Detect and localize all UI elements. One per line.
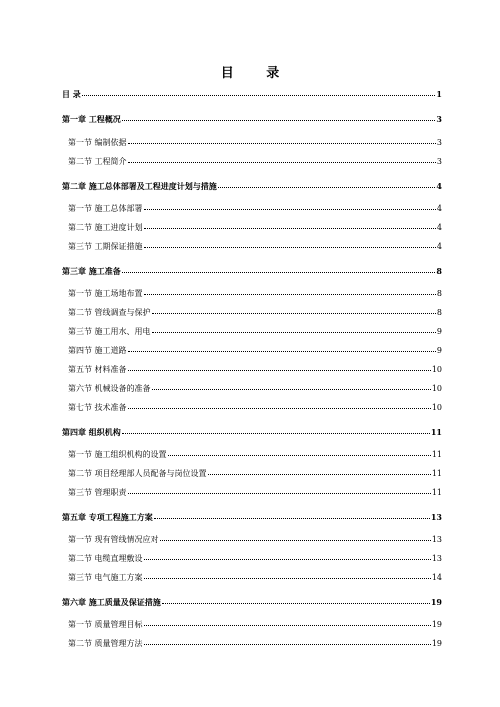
toc-entry-label: 第一节 施工组织机构的设置 bbox=[68, 450, 167, 459]
toc-entry[interactable] bbox=[68, 325, 442, 337]
toc-entry-label: 第二节 电缆直埋敷设 bbox=[68, 554, 143, 563]
toc-entry-page: 13 bbox=[431, 535, 442, 544]
toc-entry-page: 9 bbox=[436, 327, 442, 336]
toc-leader-dots bbox=[128, 485, 431, 494]
toc-leader-dots bbox=[208, 466, 431, 475]
page-title: 目 录 bbox=[220, 66, 294, 81]
toc-entry-page: 3 bbox=[436, 157, 442, 166]
toc-entry[interactable] bbox=[68, 533, 442, 545]
toc-entry-page: 1 bbox=[436, 89, 442, 99]
toc-entry[interactable] bbox=[62, 265, 442, 277]
toc-entry-page: 13 bbox=[431, 554, 442, 563]
toc-entry-page: 11 bbox=[430, 427, 442, 437]
toc-leader-dots bbox=[128, 362, 431, 371]
toc-entry-page: 19 bbox=[431, 620, 442, 629]
toc-entry[interactable] bbox=[68, 344, 442, 356]
toc-entry-page: 8 bbox=[436, 266, 442, 276]
toc-leader-dots bbox=[144, 286, 436, 295]
toc-entry[interactable] bbox=[68, 552, 442, 564]
toc-entry[interactable] bbox=[68, 448, 442, 460]
toc-leader-dots bbox=[144, 239, 436, 248]
toc-entry-page: 13 bbox=[430, 512, 442, 522]
toc-leader-dots bbox=[144, 570, 431, 579]
toc-leader-dots bbox=[128, 154, 436, 163]
toc-entry-label: 第一章 工程概况 bbox=[62, 114, 121, 124]
toc-entry-label: 第五节 材料准备 bbox=[68, 365, 127, 374]
toc-entry-page: 4 bbox=[436, 181, 442, 191]
toc-entry[interactable] bbox=[68, 202, 442, 214]
toc-leader-dots bbox=[162, 595, 430, 604]
toc-entry[interactable] bbox=[68, 571, 442, 583]
toc-entry[interactable] bbox=[62, 113, 442, 125]
toc-leader-dots bbox=[154, 510, 430, 519]
toc-entry-label: 目 录 bbox=[62, 89, 81, 99]
toc-entry-page: 19 bbox=[431, 639, 442, 648]
toc-entry[interactable] bbox=[68, 467, 442, 479]
toc-entry-page: 19 bbox=[430, 597, 442, 607]
toc-entry-page: 8 bbox=[436, 308, 442, 317]
toc-entry[interactable] bbox=[62, 596, 442, 608]
toc-entry-page: 11 bbox=[431, 469, 442, 478]
toc-leader-dots bbox=[168, 447, 431, 456]
toc-leader-dots bbox=[128, 400, 431, 409]
toc-entry-page: 3 bbox=[436, 114, 442, 124]
toc-entry-page: 14 bbox=[431, 573, 442, 582]
toc-entry-label: 第三节 管理职责 bbox=[68, 488, 127, 497]
toc-entry[interactable] bbox=[68, 486, 442, 498]
toc-entry-label: 第三节 电气施工方案 bbox=[68, 573, 143, 582]
toc-entry-label: 第七节 技术准备 bbox=[68, 403, 127, 412]
toc-entry-page: 10 bbox=[431, 403, 442, 412]
toc-entry-page: 4 bbox=[436, 223, 442, 232]
toc-entry-page: 11 bbox=[431, 450, 442, 459]
toc-entry[interactable] bbox=[68, 637, 442, 649]
toc-entry-label: 第二节 施工进度计划 bbox=[68, 223, 143, 232]
toc-entry-label: 第一节 质量管理目标 bbox=[68, 620, 143, 629]
toc-leader-dots bbox=[152, 305, 436, 314]
toc-entry-label: 第二节 项目经理部人员配备与岗位设置 bbox=[68, 469, 207, 478]
toc-entry[interactable] bbox=[68, 136, 442, 148]
toc-entry-label: 第二节 管线调查与保护 bbox=[68, 308, 151, 317]
toc-entry-page: 8 bbox=[436, 289, 442, 298]
toc-entry-page: 10 bbox=[431, 365, 442, 374]
toc-entry-label: 第二节 质量管理方法 bbox=[68, 639, 143, 648]
toc-entry[interactable] bbox=[68, 363, 442, 375]
toc-leader-dots bbox=[144, 201, 436, 210]
toc-leader-dots bbox=[152, 381, 431, 390]
toc-entry-label: 第三章 施工准备 bbox=[62, 266, 121, 276]
toc-leader-dots bbox=[144, 551, 431, 560]
toc-entry[interactable] bbox=[62, 511, 442, 523]
toc-entry[interactable] bbox=[68, 306, 442, 318]
toc-entry-label: 第四章 组织机构 bbox=[62, 427, 121, 437]
toc-entry[interactable] bbox=[68, 221, 442, 233]
toc-leader-dots bbox=[82, 87, 436, 96]
toc-entry-label: 第一节 施工总体部署 bbox=[68, 204, 143, 213]
toc-entry-label: 第二章 施工总体部署及工程进度计划与措施 bbox=[62, 181, 217, 191]
toc-leader-dots bbox=[144, 636, 431, 645]
toc-leader-dots bbox=[152, 324, 436, 333]
toc-entry-label: 第二节 工程简介 bbox=[68, 157, 127, 166]
toc-entry-label: 第一节 编制依据 bbox=[68, 138, 127, 147]
toc-entry[interactable] bbox=[62, 88, 442, 100]
toc-entry-page: 10 bbox=[431, 384, 442, 393]
toc-entry-label: 第五章 专项工程施工方案 bbox=[62, 512, 153, 522]
toc-leader-dots bbox=[122, 264, 436, 273]
toc-entry-label: 第三节 工期保证措施 bbox=[68, 242, 143, 251]
toc-entry[interactable] bbox=[68, 618, 442, 630]
toc-entry-label: 第三节 施工用水、用电 bbox=[68, 327, 151, 336]
toc-leader-dots bbox=[160, 532, 431, 541]
toc-entry[interactable] bbox=[68, 287, 442, 299]
toc-leader-dots bbox=[144, 617, 431, 626]
toc-entry-label: 第六章 施工质量及保证措施 bbox=[62, 597, 161, 607]
toc-entry[interactable] bbox=[68, 155, 442, 167]
toc-entry-page: 4 bbox=[436, 242, 442, 251]
toc-entry[interactable] bbox=[68, 382, 442, 394]
toc-leader-dots bbox=[122, 425, 430, 434]
toc-leader-dots bbox=[128, 343, 436, 352]
toc-entry[interactable] bbox=[68, 240, 442, 252]
toc-entry-label: 第四节 施工道路 bbox=[68, 346, 127, 355]
toc-entry-page: 11 bbox=[431, 488, 442, 497]
toc-entry-label: 第一节 现有管线情况应对 bbox=[68, 535, 159, 544]
toc-leader-dots bbox=[218, 179, 436, 188]
toc-entry-page: 9 bbox=[436, 346, 442, 355]
toc-entry[interactable] bbox=[62, 180, 442, 192]
toc-entry[interactable] bbox=[68, 401, 442, 413]
toc-leader-dots bbox=[122, 112, 436, 121]
toc-leader-dots bbox=[128, 135, 436, 144]
toc-entry-label: 第六节 机械设备的准备 bbox=[68, 384, 151, 393]
toc-entry-label: 第一节 施工场地布置 bbox=[68, 289, 143, 298]
toc-leader-dots bbox=[144, 220, 436, 229]
toc-entry[interactable] bbox=[62, 426, 442, 438]
toc-entry-page: 4 bbox=[436, 204, 442, 213]
toc-entry-page: 3 bbox=[436, 138, 442, 147]
